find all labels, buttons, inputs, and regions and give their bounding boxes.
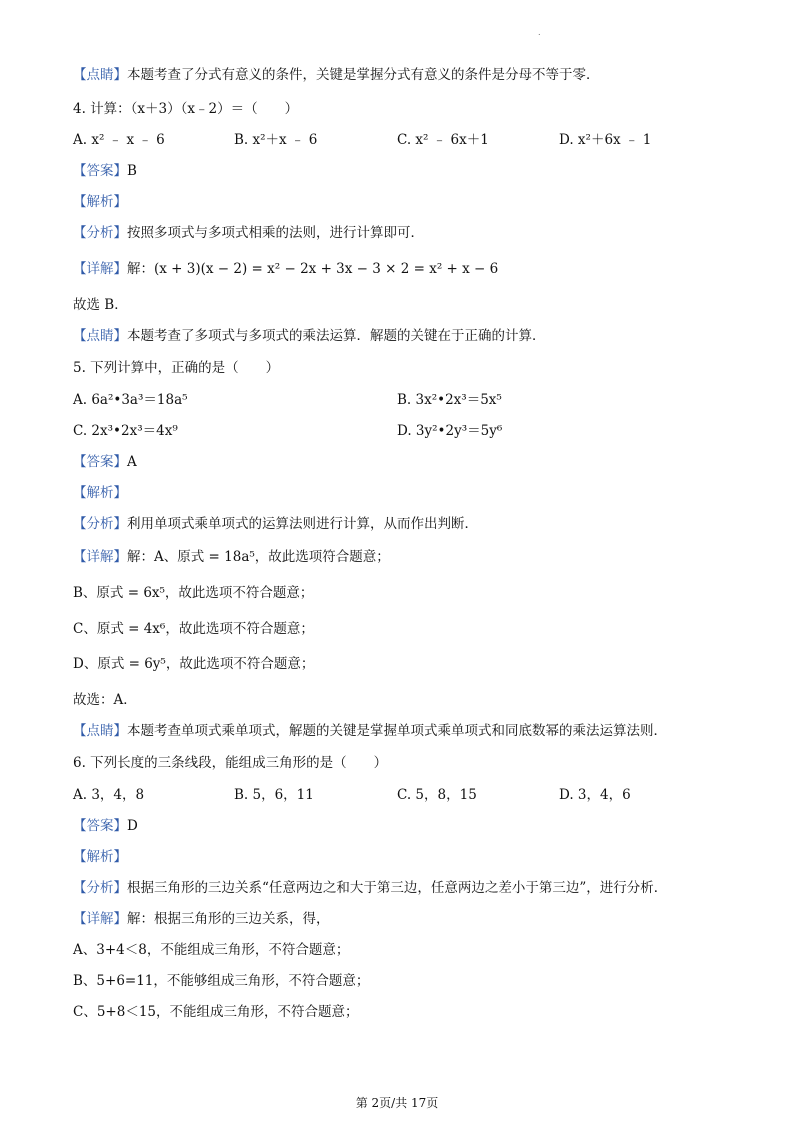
q6-b-line: B、5+6=11，不能够组成三角形，不符合题意；: [73, 973, 370, 989]
q6-fenxi-line: [73, 879, 667, 897]
q5-answer-line: [73, 453, 137, 471]
q3-dianjing-line: [73, 66, 600, 84]
q5-jiexi-tag: 【解析】: [73, 485, 127, 501]
xiangjie-text: 解：根据三角形的三边关系，得，: [127, 911, 330, 927]
fenxi-tag: 【分析】: [73, 225, 127, 241]
q5-fenxi-line: [73, 515, 478, 533]
q5-stem: 5. 下列计算中，正确的是（ ）: [73, 360, 280, 376]
q5-c-line: C、原式 = 4x⁶，故此选项不符合题意；: [73, 621, 314, 637]
xiangjie-tag: 【详解】: [73, 549, 127, 565]
q5-d-line: D、原式 = 6y⁵，故此选项不符合题意；: [73, 656, 315, 672]
q6-option-c: C. 5，8，15: [397, 787, 477, 803]
dianjing-tag: 【点睛】: [73, 723, 127, 739]
q4-dianjing-line: [73, 327, 546, 345]
q4-xiangjie-line: [73, 260, 498, 278]
q4-fenxi-line: [73, 224, 424, 242]
xiangjie-tag: 【详解】: [73, 911, 127, 927]
q5-b-line: B、原式 = 6x⁵，故此选项不符合题意；: [73, 585, 314, 601]
fenxi-tag: 【分析】: [73, 516, 127, 532]
q6-answer-line: [73, 817, 138, 835]
q6-option-d: D. 3，4，6: [559, 787, 631, 803]
q4-guxuan: 故选 B．: [73, 297, 128, 313]
q5-xiangjie-line: [73, 548, 390, 566]
dianjing-text: 本题考查了多项式与多项式的乘法运算．解题的关键在于正确的计算．: [127, 328, 546, 344]
q4-option-b: B. x²＋x ﹣ 6: [234, 132, 318, 148]
page-mark: .: [538, 28, 541, 37]
q6-xiangjie-line: [73, 910, 330, 928]
q4-option-d: D. x²＋6x ﹣ 1: [559, 132, 652, 148]
answer-tag: 【答案】: [73, 818, 127, 834]
fenxi-text: 根据三角形的三边关系“任意两边之和大于第三边，任意两边之差小于第三边”，进行分析．: [127, 880, 668, 896]
fenxi-text: 利用单项式乘单项式的运算法则进行计算，从而作出判断．: [127, 516, 478, 532]
q4-stem: 4. 计算：（x＋3）（x﹣2）＝（ ）: [73, 101, 299, 117]
dianjing-tag: 【点睛】: [73, 67, 127, 83]
answer-value: D: [127, 818, 138, 834]
q5-option-b: B. 3x²•2x³＝5x⁵: [397, 392, 502, 408]
dianjing-text: 本题考查了分式有意义的条件，关键是掌握分式有意义的条件是分母不等于零．: [127, 67, 600, 83]
q4-option-a: A. x² ﹣ x ﹣ 6: [73, 132, 165, 148]
dianjing-tag: 【点睛】: [73, 328, 127, 344]
q4-option-c: C. x² ﹣ 6x＋1: [397, 132, 489, 148]
dianjing-text: 本题考查单项式乘单项式，解题的关键是掌握单项式乘单项式和同底数幂的乘法运算法则．: [127, 723, 667, 739]
q6-option-b: B. 5，6，11: [234, 787, 314, 803]
q6-c-line: C、5+8＜15，不能组成三角形，不符合题意；: [73, 1004, 359, 1020]
answer-tag: 【答案】: [73, 163, 127, 179]
xiangjie-tag: 【详解】: [73, 261, 127, 277]
xiangjie-text: 解：(x + 3)(x − 2) = x² − 2x + 3x − 3 × 2 = x² + x − 6: [127, 261, 499, 277]
q5-option-c: C. 2x³•2x³＝4x⁹: [73, 423, 178, 439]
page-footer: 第 2页/共 17页: [355, 1096, 439, 1110]
fenxi-tag: 【分析】: [73, 880, 127, 896]
q5-option-a: A. 6a²•3a³＝18a⁵: [73, 392, 188, 408]
q5-dianjing-line: [73, 722, 667, 740]
q6-jiexi-tag: 【解析】: [73, 849, 127, 865]
q4-jiexi-tag: 【解析】: [73, 194, 127, 210]
answer-value: A: [127, 454, 137, 470]
xiangjie-text: 解：A、原式 = 18a⁵，故此选项符合题意；: [127, 549, 390, 565]
answer-value: B: [127, 163, 137, 179]
q5-guxuan: 故选：A．: [73, 692, 137, 708]
q4-answer-line: [73, 162, 137, 180]
q6-stem: 6. 下列长度的三条线段，能组成三角形的是（ ）: [73, 755, 388, 771]
answer-tag: 【答案】: [73, 454, 127, 470]
fenxi-text: 按照多项式与多项式相乘的法则，进行计算即可．: [127, 225, 424, 241]
q5-option-d: D. 3y²•2y³＝5y⁶: [397, 423, 503, 439]
q6-option-a: A. 3，4，8: [73, 787, 145, 803]
q6-a-line: A、3+4＜8，不能组成三角形，不符合题意；: [73, 942, 350, 958]
